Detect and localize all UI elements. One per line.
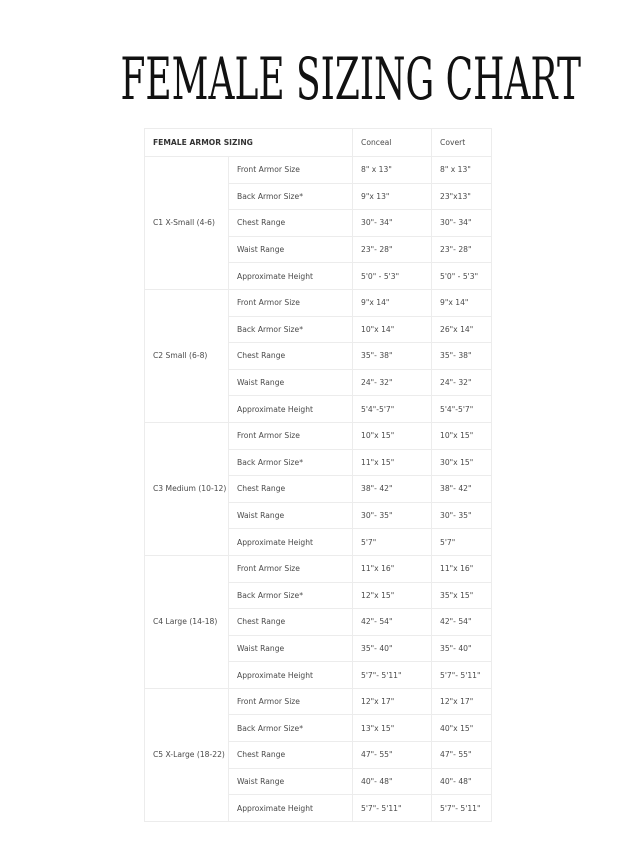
covert-value-cell: 5'7"- 5'11"	[432, 795, 492, 822]
covert-value-cell: 47"- 55"	[432, 742, 492, 769]
covert-value-cell: 42"- 54"	[432, 609, 492, 636]
conceal-value-cell: 35"- 38"	[353, 343, 432, 370]
covert-value-cell: 8" x 13"	[432, 157, 492, 184]
covert-value-cell: 30"- 34"	[432, 210, 492, 237]
conceal-value-cell: 40"- 48"	[353, 768, 432, 795]
table-row	[145, 688, 492, 715]
conceal-value-cell: 23"- 28"	[353, 236, 432, 263]
measurement-cell: Chest Range	[229, 742, 353, 769]
conceal-value-cell: 47"- 55"	[353, 742, 432, 769]
covert-value-cell: 23"- 28"	[432, 236, 492, 263]
conceal-value-cell: 5'7"- 5'11"	[353, 795, 432, 822]
conceal-value-cell: 35"- 40"	[353, 635, 432, 662]
covert-value-cell: 30"x 15"	[432, 449, 492, 476]
covert-value-cell: 38"- 42"	[432, 476, 492, 503]
measurement-cell: Approximate Height	[229, 396, 353, 423]
covert-value-cell: 9"x 14"	[432, 289, 492, 316]
table-row	[145, 157, 492, 184]
covert-value-cell: 5'4"-5'7"	[432, 396, 492, 423]
covert-value-cell: 40"x 15"	[432, 715, 492, 742]
measurement-cell: Front Armor Size	[229, 289, 353, 316]
measurement-cell: Back Armor Size*	[229, 715, 353, 742]
covert-value-cell: 12"x 17"	[432, 688, 492, 715]
measurement-cell: Front Armor Size	[229, 157, 353, 184]
measurement-cell: Approximate Height	[229, 529, 353, 556]
measurement-cell: Waist Range	[229, 768, 353, 795]
measurement-cell: Approximate Height	[229, 795, 353, 822]
conceal-value-cell: 11"x 15"	[353, 449, 432, 476]
page-title: FEMALE SIZING CHART	[120, 45, 581, 113]
table-row	[145, 422, 492, 449]
measurement-cell: Approximate Height	[229, 662, 353, 689]
conceal-value-cell: 5'7"	[353, 529, 432, 556]
size-group-label: C4 Large (14-18)	[145, 555, 229, 688]
table-row	[145, 555, 492, 582]
measurement-cell: Front Armor Size	[229, 555, 353, 582]
conceal-value-cell: 42"- 54"	[353, 609, 432, 636]
measurement-cell: Front Armor Size	[229, 688, 353, 715]
conceal-value-cell: 10"x 14"	[353, 316, 432, 343]
measurement-cell: Waist Range	[229, 236, 353, 263]
measurement-cell: Waist Range	[229, 369, 353, 396]
table-header-row	[145, 129, 492, 157]
conceal-value-cell: 12"x 15"	[353, 582, 432, 609]
covert-value-cell: 11"x 16"	[432, 555, 492, 582]
table-row	[145, 289, 492, 316]
conceal-value-cell: 30"- 35"	[353, 502, 432, 529]
measurement-cell: Back Armor Size*	[229, 183, 353, 210]
sizing-table	[144, 128, 492, 822]
measurement-cell: Chest Range	[229, 343, 353, 370]
table-body	[145, 157, 492, 822]
conceal-value-cell: 5'7"- 5'11"	[353, 662, 432, 689]
conceal-value-cell: 9"x 13"	[353, 183, 432, 210]
conceal-value-cell: 13"x 15"	[353, 715, 432, 742]
covert-value-cell: 23"x13"	[432, 183, 492, 210]
conceal-value-cell: 30"- 34"	[353, 210, 432, 237]
conceal-value-cell: 9"x 14"	[353, 289, 432, 316]
header-covert: Covert	[432, 129, 492, 157]
measurement-cell: Chest Range	[229, 609, 353, 636]
measurement-cell: Front Armor Size	[229, 422, 353, 449]
header-conceal: Conceal	[353, 129, 432, 157]
conceal-value-cell: 38"- 42"	[353, 476, 432, 503]
measurement-cell: Waist Range	[229, 502, 353, 529]
size-group-label: C1 X-Small (4-6)	[145, 157, 229, 290]
measurement-cell: Waist Range	[229, 635, 353, 662]
conceal-value-cell: 11"x 16"	[353, 555, 432, 582]
measurement-cell: Back Armor Size*	[229, 449, 353, 476]
measurement-cell: Approximate Height	[229, 263, 353, 290]
covert-value-cell: 35"x 15"	[432, 582, 492, 609]
covert-value-cell: 26"x 14"	[432, 316, 492, 343]
conceal-value-cell: 5'4"-5'7"	[353, 396, 432, 423]
measurement-cell: Back Armor Size*	[229, 582, 353, 609]
covert-value-cell: 5'7"- 5'11"	[432, 662, 492, 689]
covert-value-cell: 5'0" - 5'3"	[432, 263, 492, 290]
conceal-value-cell: 24"- 32"	[353, 369, 432, 396]
measurement-cell: Chest Range	[229, 210, 353, 237]
conceal-value-cell: 10"x 15"	[353, 422, 432, 449]
covert-value-cell: 35"- 38"	[432, 343, 492, 370]
covert-value-cell: 30"- 35"	[432, 502, 492, 529]
covert-value-cell: 40"- 48"	[432, 768, 492, 795]
measurement-cell: Back Armor Size*	[229, 316, 353, 343]
covert-value-cell: 24"- 32"	[432, 369, 492, 396]
size-group-label: C5 X-Large (18-22)	[145, 688, 229, 821]
size-group-label: C2 Small (6-8)	[145, 289, 229, 422]
covert-value-cell: 10"x 15"	[432, 422, 492, 449]
header-armor-sizing: FEMALE ARMOR SIZING	[145, 129, 353, 157]
conceal-value-cell: 8" x 13"	[353, 157, 432, 184]
covert-value-cell: 5'7"	[432, 529, 492, 556]
conceal-value-cell: 12"x 17"	[353, 688, 432, 715]
size-group-label: C3 Medium (10-12)	[145, 422, 229, 555]
conceal-value-cell: 5'0" - 5'3"	[353, 263, 432, 290]
measurement-cell: Chest Range	[229, 476, 353, 503]
covert-value-cell: 35"- 40"	[432, 635, 492, 662]
